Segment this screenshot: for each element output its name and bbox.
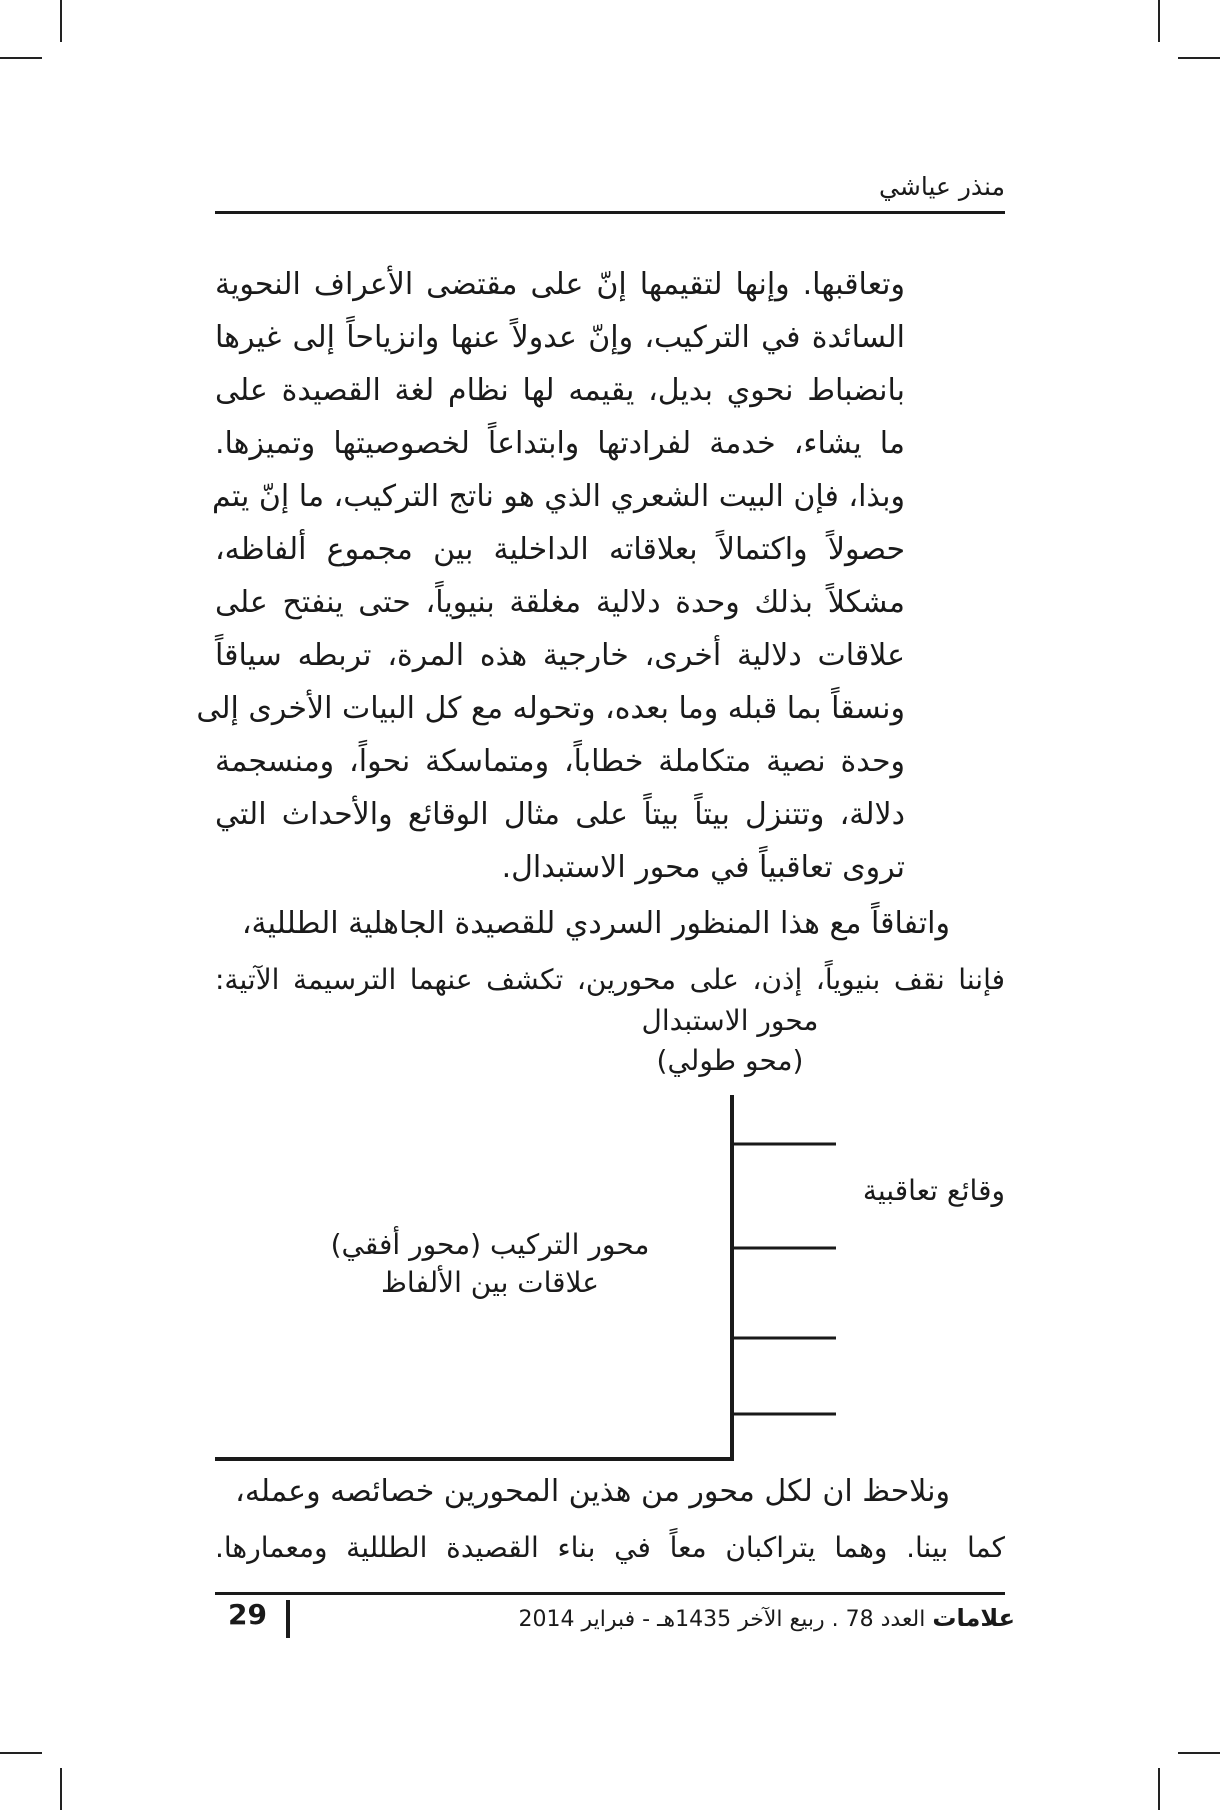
text-line: السائدة في التركيب، وإنّ عدولاً عنها وانزياحاً إلى غيرها — [215, 320, 905, 355]
crop-mark-top-right-h — [1178, 57, 1220, 59]
footer-rule — [215, 1592, 1005, 1595]
paragraph-2 — [215, 896, 1005, 1008]
text-line: ونلاحظ ان لكل محور من هذين المحورين خصائصه وعمله، — [235, 1474, 950, 1509]
footer-separator — [286, 1600, 290, 1638]
vertical-axis-title: محور الاستبدال — [641, 1004, 819, 1037]
vertical-axis-subtitle: (محو طولي) — [656, 1044, 804, 1077]
text-line: فإننا نقف بنيوياً، إذن، على محورين، تكشف عنهما الترسيمة الآتية: — [215, 963, 1005, 996]
text-line: كما بينا. وهما يتراكبان معاً في بناء القصيدة الطللية ومعمارها. — [215, 1531, 1005, 1564]
crop-mark-top-left-h — [0, 57, 42, 59]
paragraph-1 — [196, 258, 905, 894]
running-head-author: منذر عياشي — [879, 172, 1005, 201]
text-line: ما يشاء، خدمة لفرادتها وابتداعاً لخصوصيتها وتميزها. — [215, 426, 905, 461]
horizontal-axis-subtitle: علاقات بين الألفاظ — [381, 1266, 599, 1299]
crop-mark-top-right-v — [1158, 0, 1160, 42]
text-line: ونسقاً بما قبله وما بعده، وتحوله مع كل البيات الأخرى إلى — [196, 691, 905, 726]
text-line: وتعاقبها. وإنها لتقيمها إنّ على مقتضى الأعراف النحوية — [215, 267, 905, 302]
crop-mark-bottom-left-h — [0, 1752, 42, 1754]
horizontal-axis-title: محور التركيب (محور أفقي) — [330, 1228, 650, 1261]
text-line: علاقات دلالية أخرى، خارجية هذه المرة، تربطه سياقاً — [215, 638, 905, 673]
text-line: حصولاً واكتمالاً بعلاقاته الداخلية بين مجموع ألفاظه، — [215, 532, 905, 567]
events-label: وقائع تعاقبية — [862, 1174, 1005, 1207]
paragraph-3 — [215, 1464, 1005, 1576]
crop-mark-bottom-right-v — [1158, 1768, 1160, 1810]
page-number: 29 — [228, 1598, 267, 1631]
text-line: واتفاقاً مع هذا المنظور السردي للقصيدة الجاهلية الطللية، — [241, 906, 950, 941]
crop-mark-bottom-right-h — [1178, 1752, 1220, 1754]
issue-details: العدد 78 . ربيع الآخر 1435هـ - فبراير 2014 — [518, 1607, 926, 1632]
text-line: دلالة، وتتنزل بيتاً بيتاً على مثال الوقائع والأحداث التي — [215, 797, 905, 832]
text-line: تروى تعاقبياً في محور الاستبدال. — [501, 850, 905, 885]
text-line: بانضباط نحوي بديل، يقيمه لها نظام لغة القصيدة على — [215, 373, 905, 408]
text-line: وحدة نصية متكاملة خطاباً، ومتماسكة نحواً، ومنسجمة — [215, 744, 905, 779]
journal-brand: علامات — [932, 1604, 1015, 1632]
crop-mark-bottom-left-v — [60, 1768, 62, 1810]
text-line: وبذا، فإن البيت الشعري الذي هو ناتج التركيب، ما إنّ يتم — [212, 479, 905, 514]
crop-mark-top-left-v — [60, 0, 62, 42]
header-rule — [215, 211, 1005, 214]
footer-issue-info — [519, 1604, 1016, 1632]
text-line: مشكلاً بذلك وحدة دلالية مغلقة بنيوياً، حتى ينفتح على — [215, 585, 905, 620]
